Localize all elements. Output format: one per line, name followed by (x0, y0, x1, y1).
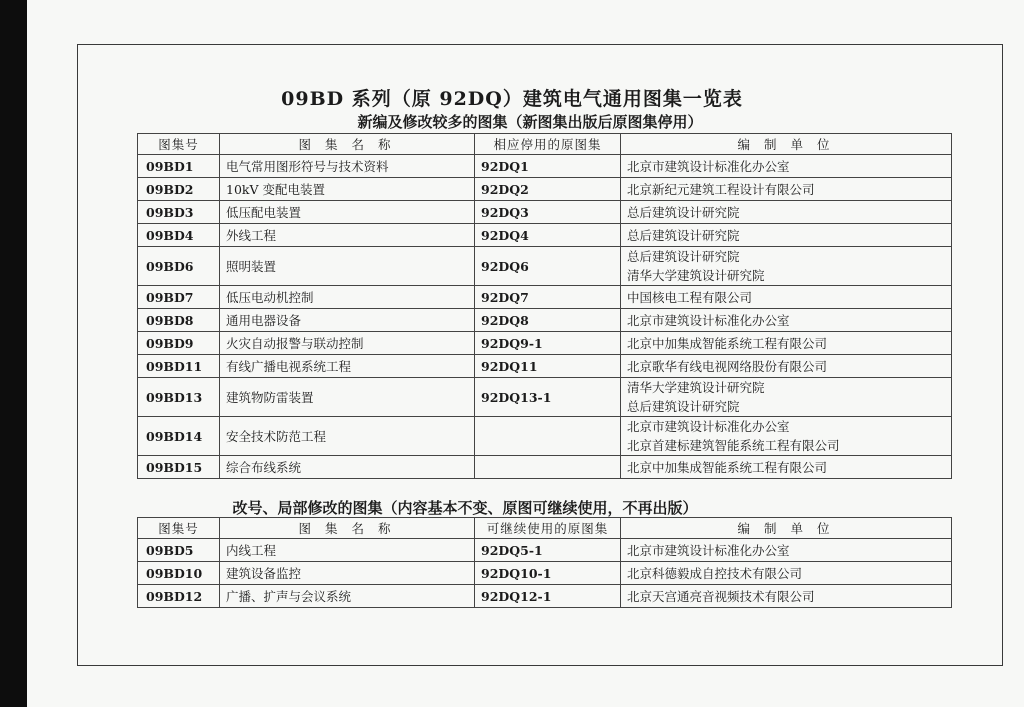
compiling-unit (621, 456, 952, 479)
compiling-unit-line: 清华大学建筑设计研究院 (627, 380, 765, 395)
atlas-name: 通用电器设备 (220, 309, 475, 332)
compiling-unit-line: 北京市建筑设计标准化办公室 (627, 312, 790, 328)
atlas-code: 09BD14 (138, 417, 220, 456)
compiling-unit-line: 北京市建筑设计标准化办公室 (627, 542, 790, 558)
old-atlas-code: 92DQ4 (475, 224, 621, 247)
table-row (138, 585, 952, 608)
compiling-unit (621, 562, 952, 585)
old-atlas-code: 92DQ2 (475, 178, 621, 201)
atlas-code: 09BD10 (138, 562, 220, 585)
old-atlas-code: 92DQ9-1 (475, 332, 621, 355)
atlas-name: 10kV 变配电装置 (220, 178, 475, 201)
old-atlas-code (475, 456, 621, 479)
old-atlas-code: 92DQ5-1 (475, 539, 621, 562)
table-row (138, 456, 952, 479)
table-row (138, 539, 952, 562)
compiling-unit-line: 北京中加集成智能系统工程有限公司 (627, 335, 828, 351)
compiling-unit (621, 247, 952, 286)
header-code: 图集号 (138, 134, 220, 155)
old-atlas-code: 92DQ8 (475, 309, 621, 332)
header-old: 可继续使用的原图集 (475, 518, 621, 539)
compiling-unit (621, 355, 952, 378)
atlas-name: 建筑设备监控 (220, 562, 475, 585)
atlas-name: 广播、扩声与会议系统 (220, 585, 475, 608)
compiling-unit (621, 178, 952, 201)
compiling-unit (621, 155, 952, 178)
section2-heading: 改号、局部修改的图集（内容基本不变、原图可继续使用，不再出版） (232, 499, 698, 517)
atlas-name: 外线工程 (220, 224, 475, 247)
atlas-name: 安全技术防范工程 (220, 417, 475, 456)
new-atlas-table (137, 133, 952, 479)
table-row (138, 309, 952, 332)
atlas-code: 09BD15 (138, 456, 220, 479)
compiling-unit (621, 585, 952, 608)
atlas-name: 低压电动机控制 (220, 286, 475, 309)
atlas-code: 09BD12 (138, 585, 220, 608)
compiling-unit-line: 北京市建筑设计标准化办公室 (627, 158, 790, 174)
atlas-code: 09BD5 (138, 539, 220, 562)
old-atlas-code: 92DQ6 (475, 247, 621, 286)
old-atlas-code: 92DQ10-1 (475, 562, 621, 585)
table-row (138, 332, 952, 355)
atlas-code: 09BD11 (138, 355, 220, 378)
atlas-code: 09BD9 (138, 332, 220, 355)
table-row (138, 224, 952, 247)
compiling-unit-line: 清华大学建筑设计研究院 (627, 268, 765, 283)
table-row (138, 178, 952, 201)
table-row (138, 286, 952, 309)
table-row (138, 417, 952, 456)
atlas-name: 内线工程 (220, 539, 475, 562)
compiling-unit (621, 332, 952, 355)
header-code: 图集号 (138, 518, 220, 539)
compiling-unit-line: 北京新纪元建筑工程设计有限公司 (627, 181, 815, 197)
atlas-name: 综合布线系统 (220, 456, 475, 479)
compiling-unit-line: 总后建筑设计研究院 (627, 204, 740, 220)
old-atlas-code: 92DQ11 (475, 355, 621, 378)
atlas-name: 照明装置 (220, 247, 475, 286)
compiling-unit-line: 总后建筑设计研究院 (627, 249, 740, 264)
header-unit: 编 制 单 位 (621, 518, 952, 539)
atlas-code: 09BD2 (138, 178, 220, 201)
compiling-unit (621, 224, 952, 247)
atlas-code: 09BD8 (138, 309, 220, 332)
compiling-unit-line: 总后建筑设计研究院 (627, 399, 740, 414)
table-header-row (138, 518, 952, 539)
atlas-name: 低压配电装置 (220, 201, 475, 224)
header-name: 图 集 名 称 (220, 518, 475, 539)
old-atlas-code: 92DQ1 (475, 155, 621, 178)
atlas-code: 09BD3 (138, 201, 220, 224)
old-atlas-code: 92DQ12-1 (475, 585, 621, 608)
compiling-unit (621, 309, 952, 332)
section1-heading: 新编及修改较多的图集（新图集出版后原图集停用） (357, 113, 703, 131)
compiling-unit-line: 北京中加集成智能系统工程有限公司 (627, 459, 828, 475)
header-old: 相应停用的原图集 (475, 134, 621, 155)
compiling-unit (621, 539, 952, 562)
old-atlas-code (475, 417, 621, 456)
compiling-unit (621, 378, 952, 417)
compiling-unit-line: 北京科德毅成自控技术有限公司 (627, 565, 803, 581)
table-header-row (138, 134, 952, 155)
table-row (138, 355, 952, 378)
header-unit: 编 制 单 位 (621, 134, 952, 155)
modified-atlas-table (137, 517, 952, 608)
compiling-unit-line: 北京天宫通亮音视频技术有限公司 (627, 588, 815, 604)
compiling-unit (621, 286, 952, 309)
atlas-code: 09BD4 (138, 224, 220, 247)
compiling-unit-line: 北京首建标建筑智能系统工程有限公司 (627, 438, 840, 453)
compiling-unit (621, 201, 952, 224)
old-atlas-code: 92DQ3 (475, 201, 621, 224)
atlas-name: 有线广播电视系统工程 (220, 355, 475, 378)
atlas-name: 电气常用图形符号与技术资料 (220, 155, 475, 178)
atlas-code: 09BD1 (138, 155, 220, 178)
table-row (138, 562, 952, 585)
document-title: 09BD 系列（原 92DQ）建筑电气通用图集一览表 (281, 88, 743, 110)
atlas-code: 09BD6 (138, 247, 220, 286)
old-atlas-code: 92DQ13-1 (475, 378, 621, 417)
old-atlas-code: 92DQ7 (475, 286, 621, 309)
table-row (138, 155, 952, 178)
compiling-unit (621, 417, 952, 456)
table-row (138, 247, 952, 286)
header-name: 图 集 名 称 (220, 134, 475, 155)
compiling-unit-line: 总后建筑设计研究院 (627, 227, 740, 243)
atlas-code: 09BD7 (138, 286, 220, 309)
compiling-unit-line: 北京市建筑设计标准化办公室 (627, 419, 790, 434)
atlas-name: 建筑物防雷装置 (220, 378, 475, 417)
atlas-name: 火灾自动报警与联动控制 (220, 332, 475, 355)
atlas-code: 09BD13 (138, 378, 220, 417)
compiling-unit-line: 北京歌华有线电视网络股份有限公司 (627, 358, 828, 374)
compiling-unit-line: 中国核电工程有限公司 (627, 289, 753, 305)
table-row (138, 378, 952, 417)
table-row (138, 201, 952, 224)
